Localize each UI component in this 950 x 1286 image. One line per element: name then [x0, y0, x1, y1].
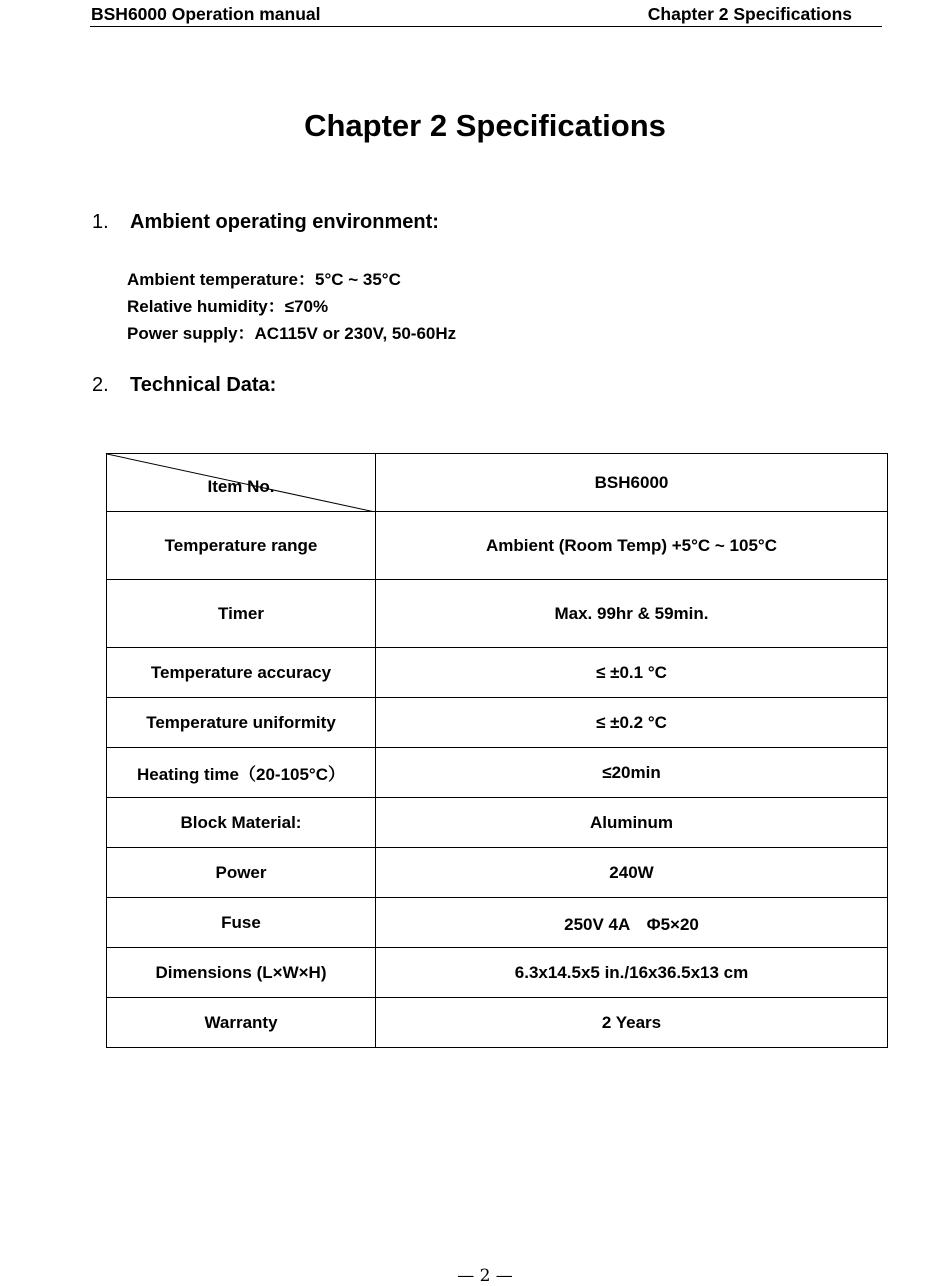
spec-value: 2 Years [376, 998, 888, 1048]
specifications-table [106, 453, 888, 1048]
table-row [107, 512, 888, 580]
item-no-label: Item No. [207, 476, 275, 496]
section-heading-environment [92, 211, 439, 234]
table-row [107, 848, 888, 898]
page-header [90, 4, 882, 27]
env-row-temperature [127, 266, 456, 293]
spec-item: Temperature uniformity [107, 698, 376, 748]
spec-value: Max. 99hr & 59min. [376, 580, 888, 648]
table-row [107, 998, 888, 1048]
spec-item: Temperature range [107, 512, 376, 580]
env-label: Ambient temperature： [127, 270, 315, 289]
spec-item: Block Material: [107, 798, 376, 848]
page-title: Chapter 2 Specifications [304, 108, 666, 143]
spec-item: Temperature accuracy [107, 648, 376, 698]
spec-item: Warranty [107, 998, 376, 1048]
environment-list [127, 266, 456, 347]
spec-value: 250V 4A Φ5×20 [376, 898, 888, 948]
spec-item: Power [107, 848, 376, 898]
env-row-power-supply [127, 320, 456, 347]
table-row [107, 898, 888, 948]
section-title: Technical Data: [130, 374, 277, 396]
section-title: Ambient operating environment: [130, 211, 439, 233]
env-label: Relative humidity： [127, 297, 285, 316]
env-value: ≤70% [284, 297, 329, 316]
spec-value: ≤ ±0.2 °C [376, 698, 888, 748]
spec-value: Aluminum [376, 798, 888, 848]
header-chapter-title: Chapter 2 Specifications [647, 4, 852, 24]
spec-item: Timer [107, 580, 376, 648]
table-header-row [107, 454, 888, 512]
table-row [107, 698, 888, 748]
spec-item: Dimensions (L×W×H) [107, 948, 376, 998]
spec-value: Ambient (Room Temp) +5°C ~ 105°C [376, 512, 888, 580]
spec-value: 240W [376, 848, 888, 898]
table-header-item-cell [107, 454, 376, 512]
header-manual-title: BSH6000 Operation manual [91, 4, 321, 24]
spec-value: ≤20min [376, 748, 888, 798]
table-row [107, 648, 888, 698]
spec-item: Fuse [107, 898, 376, 948]
section-number: 2. [92, 374, 109, 396]
table-row [107, 580, 888, 648]
page-number: — 2 — [457, 1266, 513, 1286]
table-row [107, 948, 888, 998]
env-value: AC115V or 230V, 50-60Hz [254, 324, 457, 343]
env-row-humidity [127, 293, 456, 320]
section-number: 1. [92, 211, 109, 233]
env-value: 5°C ~ 35°C [314, 270, 401, 289]
table-row [107, 748, 888, 798]
section-heading-technical-data [92, 374, 276, 397]
table-row [107, 798, 888, 848]
table-header-model-cell: BSH6000 [376, 454, 888, 512]
spec-item: Heating time（20-105°C） [107, 748, 376, 798]
env-label: Power supply： [127, 324, 255, 343]
spec-value: ≤ ±0.1 °C [376, 648, 888, 698]
spec-value: 6.3x14.5x5 in./16x36.5x13 cm [376, 948, 888, 998]
